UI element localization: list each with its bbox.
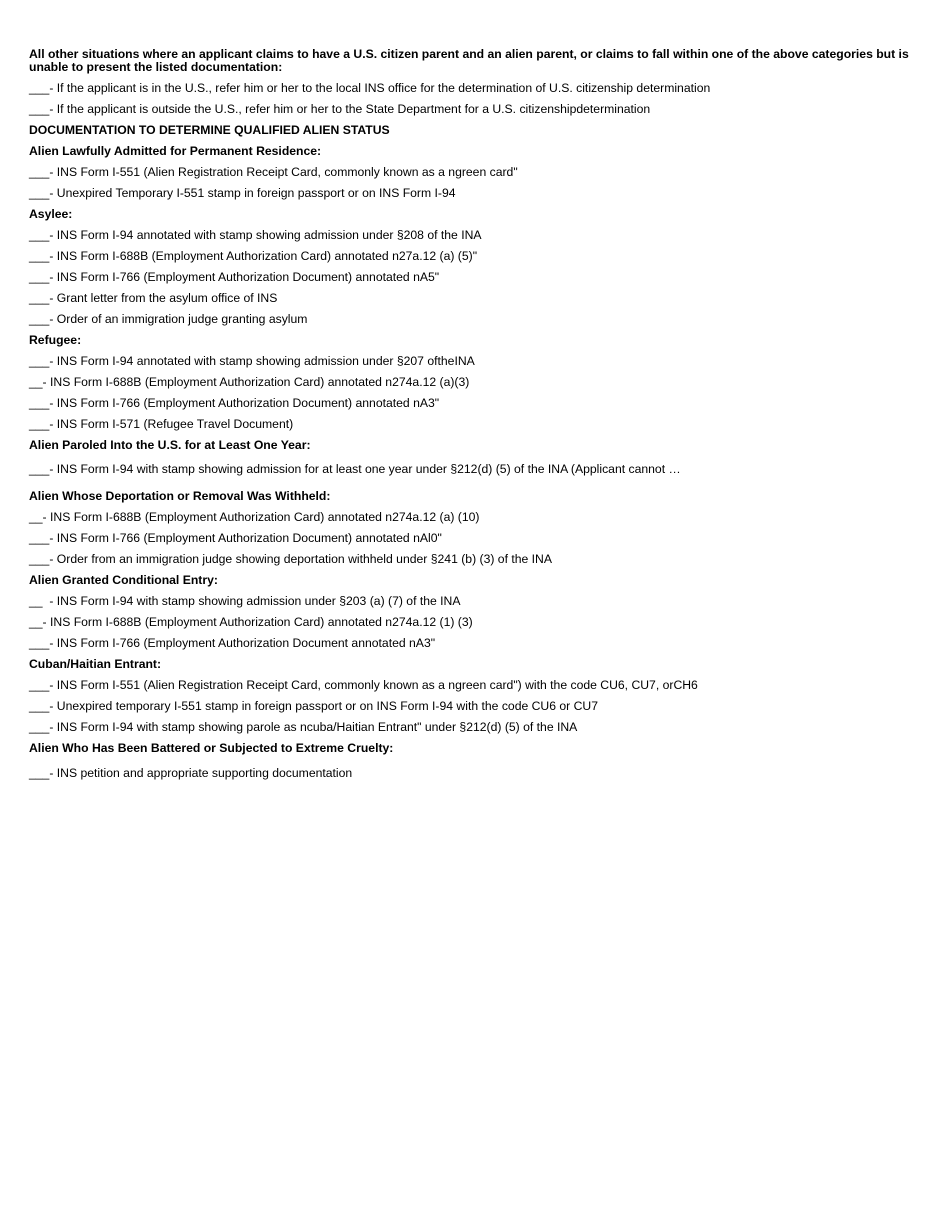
checklist-item: ___- Order of an immigration judge granting asylum — [29, 312, 308, 326]
checklist-item: ___- INS Form I-766 (Employment Authorization Document) annotated nA5" — [29, 270, 440, 284]
checklist-item: ___- Grant letter from the asylum office of INS — [29, 291, 278, 305]
checklist-item: __- INS Form I-688B (Employment Authorization Card) annotated n274a.12 (a) (10) — [29, 510, 480, 524]
checklist-item: ___- INS Form I-94 annotated with stamp showing admission under §208 of the INA — [29, 228, 482, 242]
category-heading: Alien Lawfully Admitted for Permanent Residence: — [29, 144, 322, 158]
checklist-item: ___- INS Form I-94 annotated with stamp showing admission under §207 oftheINA — [29, 354, 475, 368]
checklist-item: ___- If the applicant is outside the U.S., refer him or her to the State Department for a U.S. citizenshipdetermination — [29, 102, 651, 116]
checklist-item: ___- INS Form I-551 (Alien Registration Receipt Card, commonly known as a ngreen card") with the code CU6, CU7, orCH6 — [29, 678, 698, 692]
category-heading: Cuban/Haitian Entrant: — [29, 657, 162, 671]
checklist-item: __ - INS Form I-94 with stamp showing admission under §203 (a) (7) of the INA — [29, 594, 461, 608]
section-heading: DOCUMENTATION TO DETERMINE QUALIFIED ALIEN STATUS — [29, 123, 390, 137]
checklist-item: ___- INS Form I-94 with stamp showing parole as ncuba/Haitian Entrant" under §212(d) (5) of the INA — [29, 720, 578, 734]
checklist-item: ___- INS Form I-766 (Employment Authorization Document annotated nA3" — [29, 636, 436, 650]
checklist-item: ___- If the applicant is in the U.S., refer him or her to the local INS office for the determination of U.S. citizenship determination — [29, 81, 711, 95]
intro-paragraph: All other situations where an applicant claims to have a U.S. citizen parent and an alien parent, or claims to fall within one of the above categories but is unable to present the listed documentation: — [29, 47, 909, 74]
category-heading: Alien Paroled Into the U.S. for at Least One Year: — [29, 438, 311, 452]
checklist-item: __- INS Form I-688B (Employment Authorization Card) annotated n274a.12 (a)(3) — [29, 375, 470, 389]
checklist-item: ___- INS Form I-688B (Employment Authorization Card) annotated n27a.12 (a) (5)" — [29, 249, 478, 263]
checklist-item: ___- INS Form I-571 (Refugee Travel Document) — [29, 417, 294, 431]
checklist-item: ___- Order from an immigration judge showing deportation withheld under §241 (b) (3) of the INA — [29, 552, 552, 566]
checklist-item: ___- INS Form I-551 (Alien Registration Receipt Card, commonly known as a ngreen card" — [29, 165, 518, 179]
category-heading: Alien Whose Deportation or Removal Was Withheld: — [29, 489, 331, 503]
category-heading: Refugee: — [29, 333, 82, 347]
checklist-item: ___- Unexpired Temporary I-551 stamp in foreign passport or on INS Form I-94 — [29, 186, 456, 200]
checklist-item: ___- INS Form I-94 with stamp showing admission for at least one year under §212(d) (5) of the INA (Applicant cannot … — [29, 462, 681, 476]
category-heading: Asylee: — [29, 207, 73, 221]
checklist-item: ___- Unexpired temporary I-551 stamp in foreign passport or on INS Form I-94 with the code CU6 or CU7 — [29, 699, 599, 713]
checklist-item: ___- INS petition and appropriate supporting documentation — [29, 766, 353, 780]
checklist-item: ___- INS Form I-766 (Employment Authorization Document) annotated nA3" — [29, 396, 440, 410]
category-heading: Alien Who Has Been Battered or Subjected to Extreme Cruelty: — [29, 741, 394, 755]
checklist-item: __- INS Form I-688B (Employment Authorization Card) annotated n274a.12 (1) (3) — [29, 615, 473, 629]
checklist-item: ___- INS Form I-766 (Employment Authorization Document) annotated nAl0" — [29, 531, 442, 545]
category-heading: Alien Granted Conditional Entry: — [29, 573, 218, 587]
